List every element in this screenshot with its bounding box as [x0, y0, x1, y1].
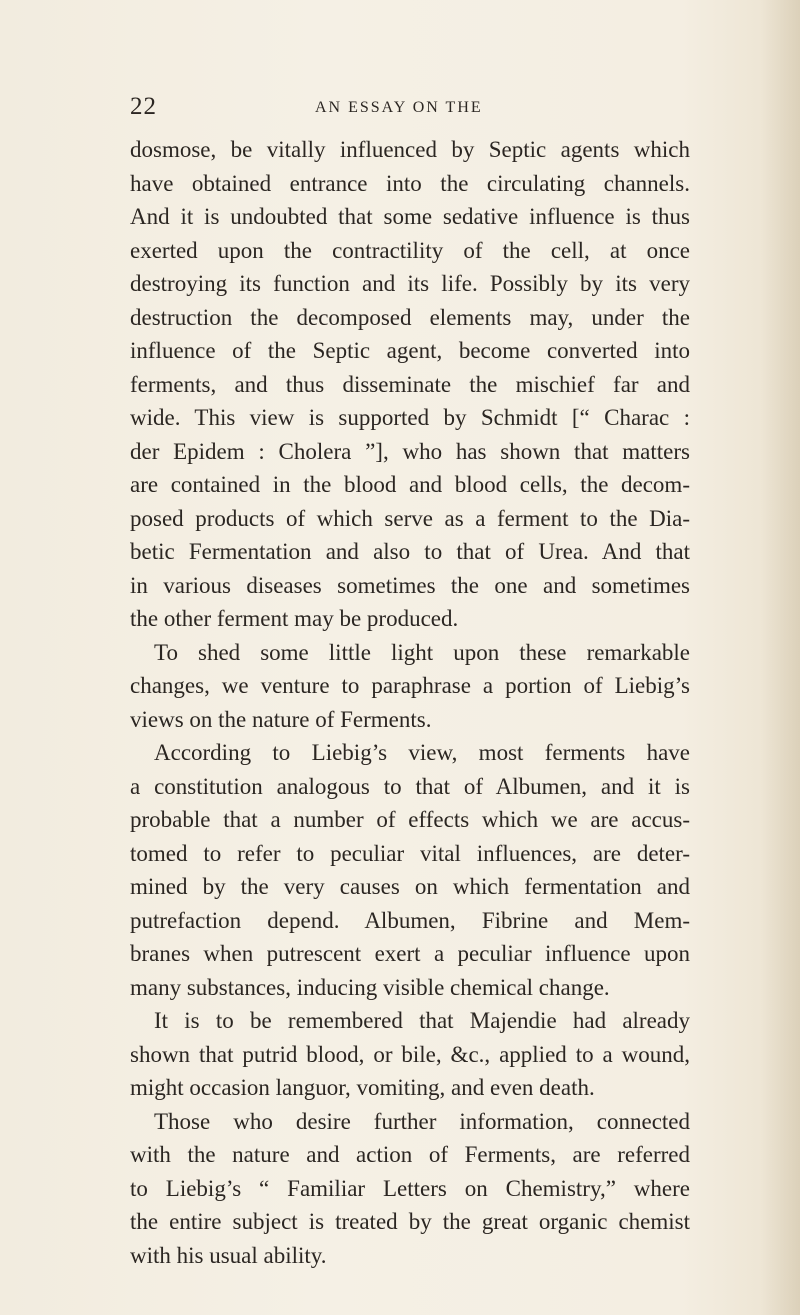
text-line: And it is undoubted that some sedative influence is thus — [130, 204, 690, 229]
text-line: putrefaction depend. Albumen, Fibrine and Mem- — [130, 907, 690, 933]
text-line: to Liebig’s “ Familiar Letters on Chemistry,” where — [130, 1175, 690, 1201]
text-line: To shed some little light upon these remarkable — [154, 639, 690, 665]
text-line: ferments, and thus disseminate the mischief far and — [130, 371, 690, 397]
text-line: betic Fermentation and also to that of Urea. And that — [130, 539, 690, 564]
page-header — [130, 93, 690, 123]
text-line: exerted upon the contractility of the cell, at once — [130, 237, 690, 263]
text-line: with the nature and action of Ferments, are referred — [130, 1142, 690, 1167]
text-line: destruction the decomposed elements may, under the — [130, 304, 690, 330]
text-line: destroying its function and its life. Possibly by its very — [130, 271, 690, 296]
text-line: mined by the very causes on which fermentation and — [130, 874, 690, 899]
text-line: influence of the Septic agent, become converted into — [130, 338, 690, 363]
text-line: the other ferment may be produced. — [130, 606, 459, 631]
text-line: with his usual ability. — [130, 1242, 327, 1268]
text-line: According to Liebig’s view, most ferments have — [154, 740, 690, 765]
text-line: might occasion languor, vomiting, and even death. — [130, 1075, 595, 1100]
text-line: Those who desire further information, connected — [154, 1108, 690, 1134]
page-edge-shading — [760, 0, 800, 1315]
text-line: views on the nature of Ferments. — [130, 706, 432, 732]
text-line: posed products of which serve as a ferment to the Dia- — [130, 505, 690, 531]
text-line: many substances, inducing visible chemical change. — [130, 974, 610, 1000]
body-text — [130, 133, 690, 1272]
text-line: shown that putrid blood, or bile, &c., applied to a wound, — [130, 1041, 690, 1067]
text-line: have obtained entrance into the circulating channels. — [130, 170, 690, 196]
text-line: the entire subject is treated by the great organic chemist — [130, 1209, 690, 1234]
text-line: changes, we venture to paraphrase a portion of Liebig’s — [130, 673, 690, 698]
text-line: tomed to refer to peculiar vital influences, are deter- — [130, 840, 690, 866]
text-line: are contained in the blood and blood cells, the decom- — [130, 472, 690, 497]
running-head: AN ESSAY ON THE — [315, 99, 483, 116]
text-line: branes when putrescent exert a peculiar influence upon — [130, 941, 690, 966]
page-number: 22 — [130, 93, 157, 120]
text-line: probable that a number of effects which we are accus- — [130, 807, 690, 832]
text-line: a constitution analogous to that of Albumen, and it is — [130, 773, 690, 799]
text-line: der Epidem : Cholera ”], who has shown that matters — [130, 438, 690, 464]
text-line: dosmose, be vitally influenced by Septic agents which — [130, 137, 690, 162]
text-line: It is to be remembered that Majendie had already — [154, 1008, 690, 1033]
text-line: in various diseases sometimes the one and sometimes — [130, 572, 690, 598]
text-line: wide. This view is supported by Schmidt [“ Charac : — [130, 405, 690, 430]
